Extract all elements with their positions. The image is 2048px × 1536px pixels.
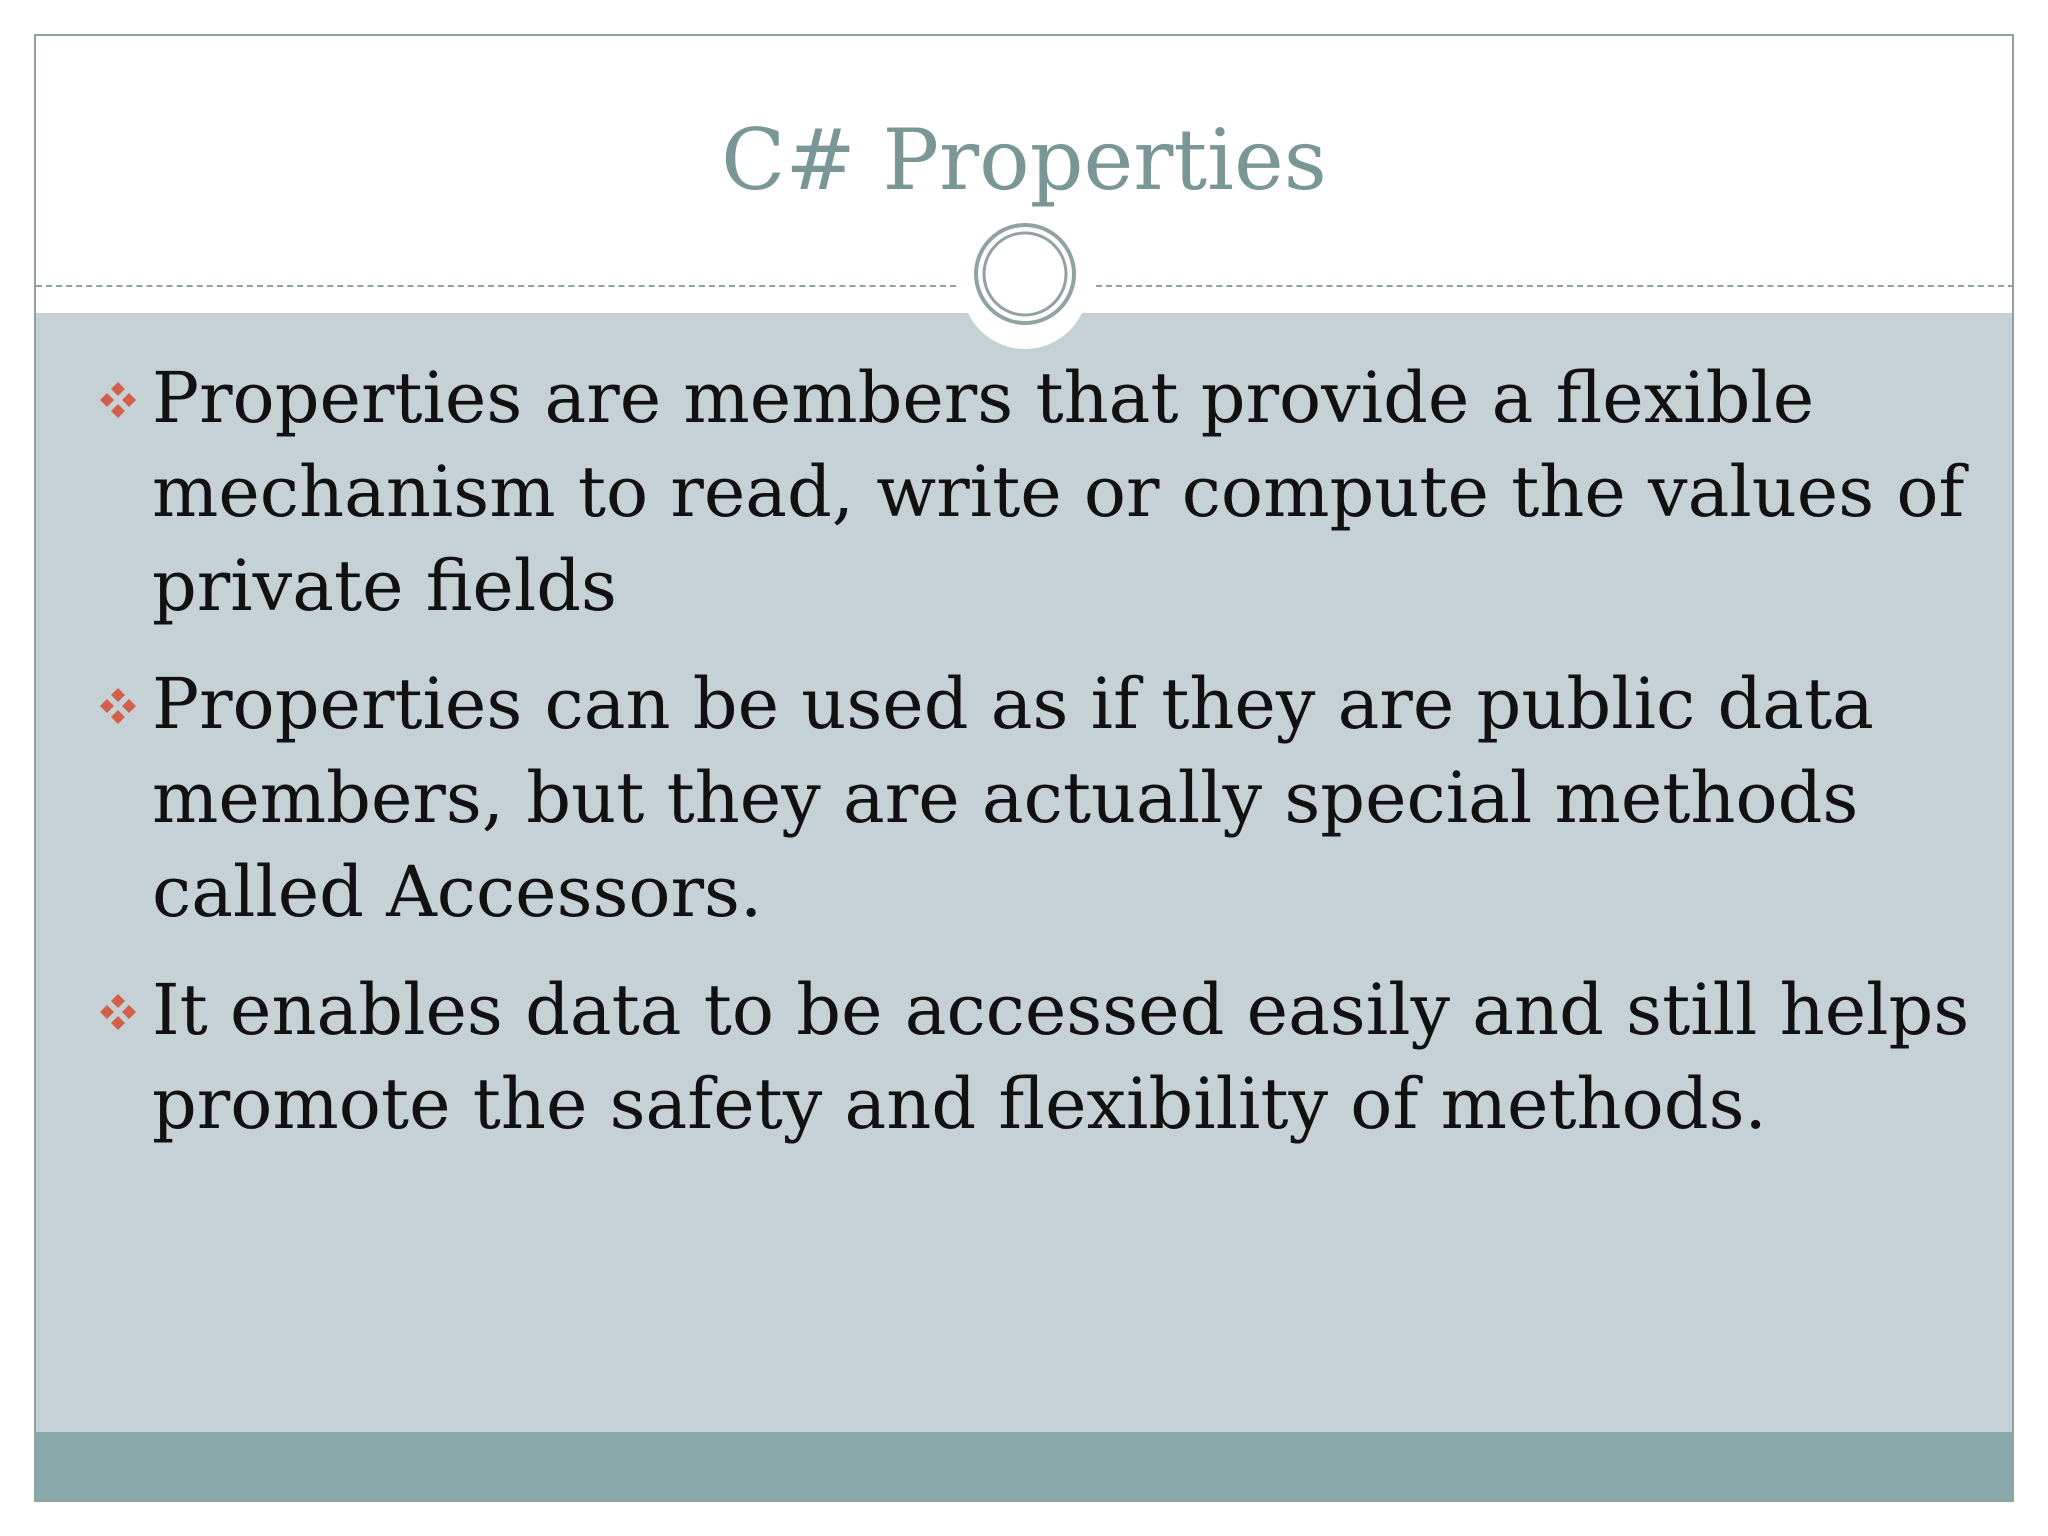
- double-circle-icon: [960, 221, 1090, 351]
- slide: [34, 34, 2014, 1502]
- footer-band: [36, 1432, 2012, 1502]
- list-item: [94, 351, 1974, 633]
- bullet-list: [94, 351, 1974, 1175]
- slide-title: C# Properties: [721, 111, 1327, 209]
- title-divider-right: [1096, 285, 2014, 287]
- diamond-cluster-icon: [94, 682, 142, 730]
- title-divider-left: [36, 285, 956, 287]
- diamond-cluster-icon: [94, 988, 142, 1036]
- diamond-cluster-icon: [94, 376, 142, 424]
- list-item: [94, 963, 1974, 1151]
- bullet-text: It enables data to be accessed easily and still helps promote the safety and flexibility of methods.: [152, 969, 1970, 1145]
- bullet-text: Properties are members that provide a flexible mechanism to read, write or compute the values of private fields: [152, 357, 1965, 627]
- bullet-text: Properties can be used as if they are public data members, but they are actually special methods called Accessors.: [152, 663, 1874, 933]
- list-item: [94, 657, 1974, 939]
